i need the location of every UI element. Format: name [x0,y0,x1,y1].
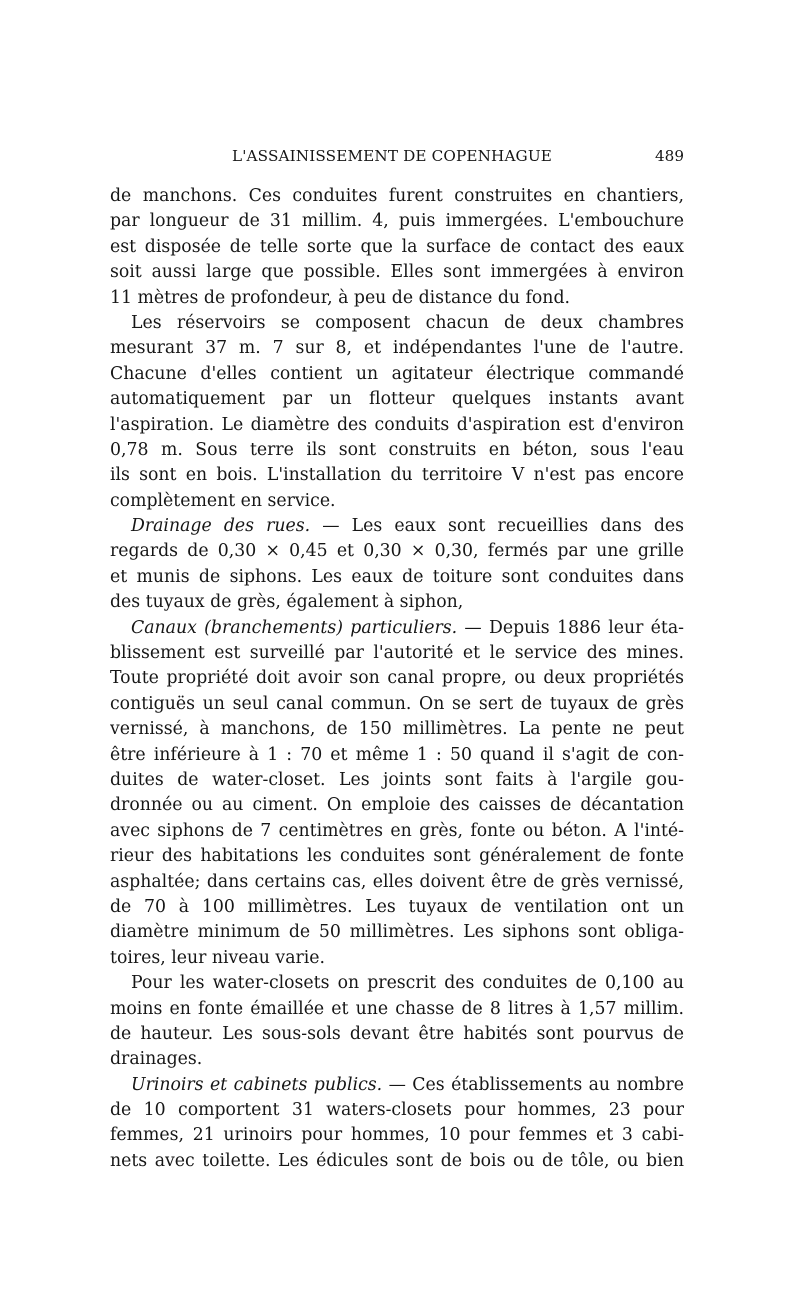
text-line: soit aussi large que possible. Elles sont immergées à environ [110,262,684,283]
text-line: ils sont en bois. L'installation du territoire V n'est pas encore [110,465,684,486]
section-heading-continuation: — Depuis 1886 leur éta- [457,617,684,638]
text-line: est disposée de telle sorte que la surface de contact des eaux [110,236,684,257]
text-line: de 70 à 100 millimètres. Les tuyaux de ventilation ont un [110,896,684,917]
text-line: automatiquement par un flotteur quelques instants avant [110,389,684,410]
text-line: vernissé, à manchons, de 150 millimètres. La pente ne peut [110,719,684,740]
text-line: duites de water-closet. Les joints sont faits à l'argile gou- [110,769,684,790]
text-line: avec siphons de 7 centimètres en grès, fonte ou béton. A l'inté- [110,820,684,841]
text-line: dronnée ou au ciment. On emploie des caisses de décantation [110,795,684,816]
text-line: de manchons. Ces conduites furent construites en chantiers, [110,186,684,206]
text-line: rieur des habitations les conduites sont généralement de fonte [110,846,684,867]
text-line: moins en fonte émaillée et une chasse de 8 litres à 1,57 millim. [110,998,684,1019]
text-line: femmes, 21 urinoirs pour hommes, 10 pour femmes et 3 cabi- [110,1125,684,1146]
text-line: et munis de siphons. Les eaux de toiture sont conduites dans [110,566,684,587]
text-line: par longueur de 31 millim. 4, puis immergées. L'embouchure [110,211,684,232]
paragraph-start-line: Les réservoirs se composent chacun de deux chambres [131,312,684,333]
text-line: des tuyaux de grès, également à siphon, [110,592,464,613]
running-head [110,147,684,171]
section-heading: Drainage des rues. [131,516,311,537]
text-line: Toute propriété doit avoir son canal propre, ou deux propriétés [110,668,684,689]
running-title: L'ASSAINISSEMENT DE COPENHAGUE [232,147,553,165]
section-heading-line [110,616,684,641]
paragraph-start-line: Pour les water-closets on prescrit des conduites de 0,100 au [131,973,684,994]
text-line: mesurant 37 m. 7 sur 8, et indépendantes l'une de l'autre. [110,338,684,359]
text-line: être inférieure à 1 : 70 et même 1 : 50 quand il s'agit de con- [110,744,684,765]
text-line: toires, leur niveau varie. [110,947,326,968]
text-line: regards de 0,30 × 0,45 et 0,30 × 0,30, fermés par une grille [110,541,684,562]
text-line: Chacune d'elles contient un agitateur électrique commandé [110,363,684,384]
text-line: drainages. [110,1049,203,1070]
section-heading-line [110,1073,684,1098]
text-line: 0,78 m. Sous terre ils sont construits en béton, sous l'eau [110,439,684,460]
section-heading: Urinoirs et cabinets publics. [131,1074,383,1095]
page-number: 489 [655,147,684,165]
text-line: de hauteur. Les sous-sols devant être habités sont pourvus de [110,1023,684,1044]
section-heading-continuation: — Ces établissements au nombre [382,1074,684,1095]
text-line: l'aspiration. Le diamètre des conduits d'aspiration est d'environ [110,414,684,435]
text-line: 11 mètres de profondeur, à peu de distance du fond. [110,287,570,308]
text-line: diamètre minimum de 50 millimètres. Les siphons sont obliga- [110,922,684,943]
text-line: de 10 comportent 31 waters-closets pour hommes, 23 pour [110,1100,684,1121]
section-heading-continuation: — Les eaux sont recueillies dans des [310,516,684,537]
text-line: complètement en service. [110,490,336,511]
text-line: asphaltée; dans certains cas, elles doivent être de grès vernissé, [110,871,684,892]
section-heading-line [110,514,684,539]
text-line: contiguës un seul canal commun. On se sert de tuyaux de grès [110,693,684,714]
section-heading: Canaux (branchements) particuliers. [131,617,458,638]
body-text [110,184,684,1174]
text-line: blissement est surveillé par l'autorité et le service des mines. [110,643,684,664]
text-line: nets avec toilette. Les édicules sont de bois ou de tôle, ou bien [110,1150,684,1171]
